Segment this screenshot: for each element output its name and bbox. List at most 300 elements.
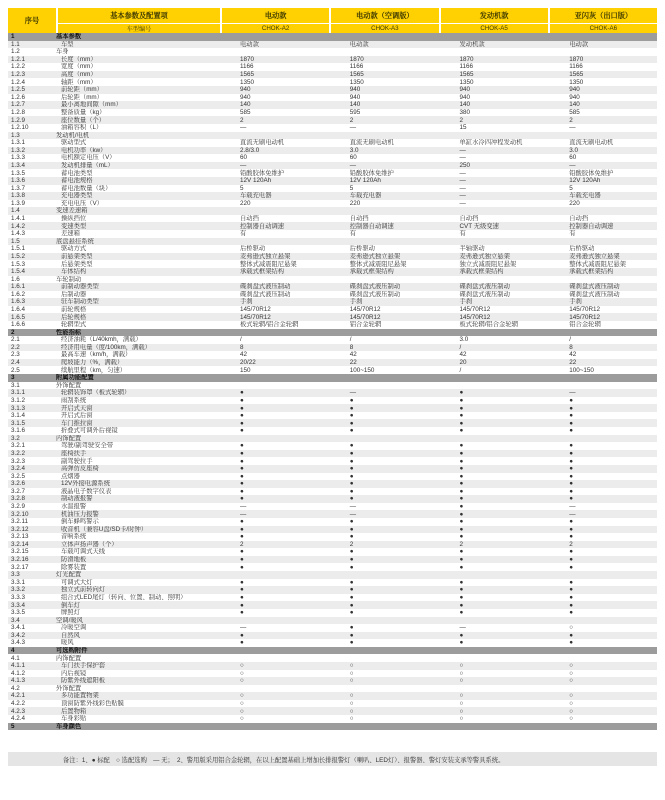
value-cell: 5 [349, 184, 354, 192]
table-row [8, 200, 657, 208]
value-cell: 250 [459, 162, 471, 169]
value-cell: 铅酸胶体免维护 [569, 169, 614, 177]
value-cell: ● [459, 510, 464, 518]
row-number-cell: 3.1.3 [11, 404, 26, 412]
table-row [8, 427, 657, 435]
value-cell: — [569, 162, 576, 169]
value-cell: / [569, 336, 571, 344]
row-number-cell: 2.2 [11, 343, 20, 351]
value-cell: 15 [459, 124, 467, 132]
row-label-cell: 收音机（兼容U盘/SD卡/时钟） [61, 525, 148, 533]
value-cell: 1565 [240, 71, 255, 79]
value-cell: 自动挡 [569, 215, 589, 223]
table-row [8, 63, 657, 71]
row-label-cell: 爬坡能力（%，满载） [61, 359, 124, 367]
row-number-cell: 3.2.14 [11, 540, 29, 548]
table-row [8, 162, 657, 170]
value-cell: ● [240, 449, 244, 457]
row-label-cell: 液晶电子数字仪表 [61, 487, 112, 495]
value-cell: ● [349, 639, 354, 647]
value-cell: ● [459, 442, 464, 450]
table-row [8, 116, 657, 124]
value-cell: ● [240, 601, 244, 609]
value-cell: 100~150 [569, 366, 594, 374]
value-cell: 940 [349, 86, 361, 94]
value-cell: ○ [569, 662, 574, 670]
header-model-2-name: 电动款（空调版） [331, 8, 438, 23]
row-label-cell: 副驾驶拉手 [61, 457, 93, 465]
value-cell: 手刹 [569, 298, 582, 306]
row-label-cell: 附属功能配置 [56, 374, 94, 382]
table-row [8, 419, 657, 427]
value-cell: / [459, 343, 462, 351]
row-number-cell: 1.3.8 [11, 192, 26, 200]
value-cell: ● [459, 609, 464, 617]
value-cell: 1350 [459, 78, 474, 86]
row-label-cell: 高弹仿皮座椅 [61, 465, 99, 473]
value-cell: 940 [240, 86, 251, 94]
value-cell: 碟刹盘式液压制动 [240, 283, 291, 291]
value-cell: 60 [569, 154, 577, 162]
value-cell: 麦弗逊式独立悬架 [459, 252, 510, 260]
spec-table [8, 33, 657, 730]
row-number-cell: 1.5.1 [11, 245, 26, 253]
table-row [8, 139, 657, 147]
value-cell: ● [240, 639, 244, 647]
value-cell: ● [349, 472, 354, 480]
value-cell: 控制器自动调速 [569, 222, 614, 230]
group-header-row [8, 435, 657, 443]
row-number-cell: 1.4.1 [11, 215, 26, 223]
row-number-cell: 1.3.4 [11, 162, 26, 169]
value-cell: 1565 [349, 71, 364, 79]
value-cell: ● [459, 601, 464, 609]
row-number-cell: 3.4.3 [11, 639, 26, 647]
row-number-cell: 2.5 [11, 366, 20, 374]
row-label-cell: 后轮距（mm） [61, 93, 103, 101]
table-row [8, 56, 657, 64]
value-cell: 碟刹盘式液压制动 [459, 290, 510, 298]
row-label-cell: 后置物箱 [61, 707, 87, 715]
value-cell: 940 [459, 86, 471, 94]
value-cell: ● [349, 442, 354, 450]
value-cell: ○ [569, 692, 574, 700]
value-cell: ● [240, 495, 244, 503]
value-cell: ● [569, 442, 574, 450]
table-row [8, 230, 657, 238]
value-cell: 整体式减震阻尼悬架 [349, 260, 407, 268]
value-cell: 1350 [569, 78, 584, 86]
row-label-cell: 前悬架类型 [61, 252, 93, 260]
value-cell: 承载式框架结构 [349, 268, 394, 276]
value-cell: 1166 [240, 63, 254, 71]
value-cell: ● [349, 593, 354, 601]
row-number-cell: 3.2.8 [11, 495, 26, 503]
row-label-cell: 车轮制动 [56, 275, 82, 283]
value-cell: ○ [240, 700, 244, 708]
value-cell: ● [240, 556, 244, 564]
row-label-cell: 驾驶/副驾驶安全带 [61, 442, 114, 450]
table-row [8, 442, 657, 450]
value-cell: ● [240, 586, 244, 594]
value-cell: 5 [569, 184, 573, 192]
row-label-cell: 点烟器 [61, 472, 80, 480]
section-band-row [8, 33, 657, 41]
value-cell: 1166 [349, 63, 364, 71]
value-cell: ● [569, 465, 574, 473]
row-label-cell: 立体声扬声器（个） [61, 540, 118, 548]
value-cell: ● [349, 624, 354, 632]
value-cell: 12V 120Ah [240, 177, 272, 185]
header-model-3-name: 发动机款 [441, 8, 548, 23]
value-cell: 整体式减震阻尼悬架 [240, 260, 297, 268]
value-cell: ● [240, 563, 244, 571]
value-cell: ● [349, 419, 354, 427]
value-cell: ○ [349, 715, 354, 723]
table-header [8, 8, 657, 33]
row-number-cell: 3.3.3 [11, 593, 26, 601]
group-header-row [8, 238, 657, 246]
value-cell: 铝合金轮辋 [569, 321, 601, 329]
value-cell: 145/70R12 [240, 313, 271, 321]
group-header-row [8, 276, 657, 284]
row-number-cell: 1.3.2 [11, 146, 26, 154]
value-cell: ● [569, 495, 574, 503]
table-row [8, 662, 657, 670]
value-cell: 独立式减震阻尼悬架 [459, 260, 517, 268]
value-cell: 3.0 [569, 146, 579, 154]
value-cell: 铅酸胶体免维护 [349, 169, 394, 177]
value-cell: 2 [349, 540, 354, 548]
value-cell: 电动款 [240, 40, 259, 48]
value-cell: 后桥驱动 [569, 245, 595, 253]
header-model-code-label: 车型编号 [58, 24, 220, 33]
value-cell: 60 [240, 154, 248, 162]
value-cell: 单缸水冷四冲程发动机 [459, 139, 523, 147]
value-cell: ● [569, 556, 574, 564]
table-row [8, 465, 657, 473]
row-number-cell: 1.1 [11, 40, 20, 48]
value-cell: ○ [459, 707, 464, 715]
row-number-cell: 2.3 [11, 351, 20, 359]
row-label-cell: 电机功率（kw） [61, 146, 107, 154]
row-label-cell: 外饰配置 [56, 684, 82, 692]
value-cell: 42 [349, 351, 357, 359]
value-cell: 145/70R12 [459, 305, 491, 313]
value-cell: ● [569, 609, 574, 617]
section-band-row [8, 374, 657, 382]
value-cell: ○ [349, 677, 354, 685]
row-number-cell: 2.4 [11, 359, 20, 367]
value-cell: ● [349, 601, 354, 609]
value-cell: 自动挡 [459, 215, 479, 223]
value-cell: ● [349, 449, 354, 457]
value-cell: 145/70R12 [349, 305, 381, 313]
row-number-cell: 3.4 [11, 616, 20, 624]
row-number-cell: 1.3.7 [11, 184, 26, 192]
row-label-cell: 蓄电池数量（块） [61, 184, 112, 192]
row-number-cell: 2.1 [11, 336, 20, 344]
value-cell: 碟刹盘式液压制动 [240, 290, 291, 298]
row-number-cell: 4.1 [11, 654, 20, 662]
value-cell: ● [240, 404, 244, 412]
value-cell: ○ [349, 707, 354, 715]
value-cell: ● [569, 563, 574, 571]
value-cell: 22 [569, 359, 577, 367]
value-cell: ● [349, 465, 354, 473]
value-cell: 140 [240, 101, 251, 109]
table-row [8, 707, 657, 715]
table-row [8, 366, 657, 374]
row-label-cell: 制动液报警 [61, 495, 93, 503]
value-cell: ● [240, 442, 244, 450]
value-cell: ● [459, 639, 464, 647]
row-label-cell: 空调/暖风 [56, 616, 83, 624]
row-number-cell: 3 [11, 374, 15, 382]
value-cell: 手刹 [349, 298, 363, 306]
value-cell: ● [459, 465, 464, 473]
value-cell: ○ [569, 707, 574, 715]
table-row [8, 86, 657, 94]
value-cell: 1870 [569, 55, 584, 63]
row-number-cell: 1.4.2 [11, 222, 26, 230]
value-cell: 1350 [349, 78, 364, 86]
value-cell: ○ [240, 715, 244, 723]
value-cell: 100~150 [349, 366, 375, 374]
value-cell: ● [349, 480, 354, 488]
row-label-cell: 后悬架类型 [61, 260, 93, 268]
row-number-cell: 3.3.5 [11, 609, 26, 617]
value-cell: — [459, 199, 466, 207]
value-cell: ● [569, 525, 574, 533]
table-row [8, 124, 657, 132]
row-label-cell: 底盘悬挂系统 [56, 237, 94, 245]
value-cell: 承载式框架结构 [459, 268, 504, 276]
table-row [8, 404, 657, 412]
value-cell: ○ [349, 662, 354, 670]
header-serial-number: 序号 [8, 8, 56, 33]
value-cell: 140 [459, 101, 471, 109]
row-number-cell: 3.2.9 [11, 503, 26, 511]
value-cell: ● [569, 518, 574, 526]
table-row [8, 321, 657, 329]
header-model-2-code: CHOK-A3 [331, 24, 438, 33]
row-label-cell: 驻车制动类型 [61, 298, 99, 306]
value-cell: 1870 [349, 55, 364, 63]
value-cell: ○ [349, 669, 354, 677]
value-cell: 电动款 [569, 40, 589, 48]
table-row [8, 715, 657, 723]
value-cell: ● [240, 412, 244, 420]
value-cell: ● [240, 472, 244, 480]
value-cell: 2 [569, 116, 573, 124]
value-cell: — [349, 162, 357, 169]
table-row [8, 495, 657, 503]
row-number-cell: 3.3.2 [11, 586, 26, 594]
value-cell: 2 [240, 540, 244, 548]
row-label-cell: 前轮规格 [61, 305, 87, 313]
value-cell: 145/70R12 [349, 313, 381, 321]
value-cell: ● [349, 427, 354, 435]
row-label-cell: 水温报警 [61, 503, 87, 511]
value-cell: ○ [240, 707, 244, 715]
value-cell: 后桥驱动 [240, 245, 266, 253]
value-cell: ○ [569, 624, 574, 632]
row-label-cell: 蓄电池规格 [61, 177, 93, 185]
row-number-cell: 5 [11, 722, 15, 730]
value-cell: 42 [240, 351, 248, 359]
value-cell: 220 [349, 199, 361, 207]
value-cell: ○ [240, 677, 244, 685]
table-row [8, 71, 657, 79]
value-cell: ○ [459, 669, 464, 677]
value-cell: ● [349, 525, 354, 533]
value-cell: — [240, 124, 247, 132]
value-cell: 8 [569, 343, 573, 351]
table-row [8, 253, 657, 261]
row-number-cell: 4.2.3 [11, 707, 26, 715]
table-row [8, 632, 657, 640]
value-cell: ● [569, 548, 574, 556]
row-number-cell: 4.1.3 [11, 677, 26, 685]
row-label-cell: 车门推拉窗 [61, 419, 93, 427]
value-cell: — [459, 624, 466, 632]
value-cell: 碟刹盘式液压制动 [569, 290, 620, 298]
row-number-cell: 1.6.5 [11, 313, 26, 321]
row-number-cell: 3.2.3 [11, 457, 26, 465]
value-cell: 碟刹盘式液压制动 [459, 283, 510, 291]
row-number-cell: 1.6.3 [11, 298, 26, 306]
value-cell: 145/70R12 [240, 305, 271, 313]
row-label-cell: 操纵挡位 [61, 215, 87, 223]
group-header-row [8, 382, 657, 390]
value-cell: ● [349, 631, 354, 639]
table-row [8, 222, 657, 230]
row-number-cell: 3.2.5 [11, 472, 26, 480]
table-row [8, 169, 657, 177]
table-row [8, 700, 657, 708]
value-cell: ● [459, 449, 464, 457]
row-number-cell: 3.3.4 [11, 601, 26, 609]
value-cell: ○ [240, 662, 244, 670]
row-number-cell: 3.2.10 [11, 510, 29, 518]
row-label-cell: 驱动型式 [61, 139, 87, 147]
value-cell: 3.0 [459, 336, 469, 344]
value-cell: 整体式减震阻尼悬架 [569, 260, 626, 268]
value-cell: ● [349, 548, 354, 556]
value-cell: ○ [459, 715, 464, 723]
row-label-cell: 雨刮系统 [61, 396, 87, 404]
row-number-cell: 4.2.2 [11, 700, 26, 708]
row-label-cell: 独立式前转向灯 [61, 586, 106, 594]
value-cell: 1565 [569, 71, 584, 79]
row-label-cell: 前轮距（mm） [61, 86, 103, 94]
row-label-cell: 经济用电量（度/100km，满载） [61, 343, 151, 351]
value-cell: ● [569, 457, 574, 465]
value-cell: 自动挡 [349, 215, 369, 223]
table-row [8, 268, 657, 276]
value-cell: ● [240, 396, 244, 404]
table-row [8, 480, 657, 488]
row-label-cell: 座位数量（个） [61, 116, 106, 124]
table-row [8, 101, 657, 109]
row-label-cell: 充电电压（V） [61, 199, 103, 207]
row-label-cell: 开启式天窗 [61, 404, 93, 412]
row-label-cell: 性能指标 [56, 328, 82, 336]
table-row [8, 344, 657, 352]
value-cell: 940 [569, 86, 580, 94]
table-row [8, 192, 657, 200]
value-cell: 220 [240, 199, 251, 207]
value-cell: ● [349, 578, 354, 586]
row-label-cell: 顶窗防紫外线彩色贴膜 [61, 700, 124, 708]
row-label-cell: 续航里程（km，匀速） [61, 366, 127, 374]
value-cell: 1565 [459, 71, 474, 79]
table-row [8, 389, 657, 397]
row-label-cell: 内饰配置 [56, 654, 82, 662]
value-cell: 碟刹盘式液压制动 [349, 290, 401, 298]
value-cell: ○ [459, 700, 464, 708]
value-cell: ● [569, 449, 574, 457]
row-number-cell: 1.3.9 [11, 199, 26, 207]
row-label-cell: 经济油耗（L/40kmh，满载） [61, 336, 142, 344]
row-label-cell: 车身 [56, 48, 69, 56]
value-cell: 半轴驱动 [459, 245, 485, 253]
value-cell: 手刹 [459, 298, 473, 306]
row-number-cell: 1.5.2 [11, 252, 26, 260]
footnote-bar: 备注：1、● 标配 ○ 选配选购 — 无； 2、警用版采用铝合金轮辋，在以上配置基础上增加长排报警灯（喇叭、LED灯）、报警器、警灯安装支承等警具系统。 [8, 752, 657, 766]
header-param-title: 基本参数及配置项 [58, 8, 220, 23]
value-cell: 有 [240, 230, 247, 238]
table-row [8, 109, 657, 117]
value-cell: ● [349, 487, 354, 495]
value-cell: 940 [240, 93, 251, 101]
value-cell: 20/22 [240, 359, 256, 367]
value-cell: 2 [240, 116, 244, 124]
table-row [8, 473, 657, 481]
value-cell: — [569, 389, 576, 397]
value-cell: ● [569, 593, 574, 601]
value-cell: 2 [569, 540, 573, 548]
row-number-cell: 1.5 [11, 237, 20, 245]
row-number-cell: 1.2.4 [11, 78, 26, 86]
row-number-cell: 1.3.1 [11, 139, 26, 147]
table-row [8, 526, 657, 534]
value-cell: ● [459, 389, 464, 397]
value-cell: ● [459, 480, 464, 488]
row-label-cell: 最小离地间隙（mm） [61, 101, 122, 109]
value-cell: 22 [349, 359, 357, 367]
table-row [8, 488, 657, 496]
value-cell: 电动款 [349, 40, 369, 48]
row-label-cell: 多功能置物架 [61, 692, 99, 700]
table-row [8, 503, 657, 511]
value-cell: ● [240, 427, 244, 435]
table-row [8, 298, 657, 306]
value-cell: ● [459, 631, 464, 639]
row-number-cell: 1.6 [11, 275, 20, 283]
group-header-row [8, 132, 657, 140]
section-band-row [8, 647, 657, 655]
row-number-cell: 4.1.2 [11, 669, 26, 677]
table-row [8, 154, 657, 162]
value-cell: 1350 [240, 78, 255, 86]
table-row [8, 177, 657, 185]
value-cell: ● [349, 495, 354, 503]
value-cell: ● [240, 457, 244, 465]
value-cell: ○ [240, 669, 244, 677]
row-label-cell: 除雾装置 [61, 563, 87, 571]
